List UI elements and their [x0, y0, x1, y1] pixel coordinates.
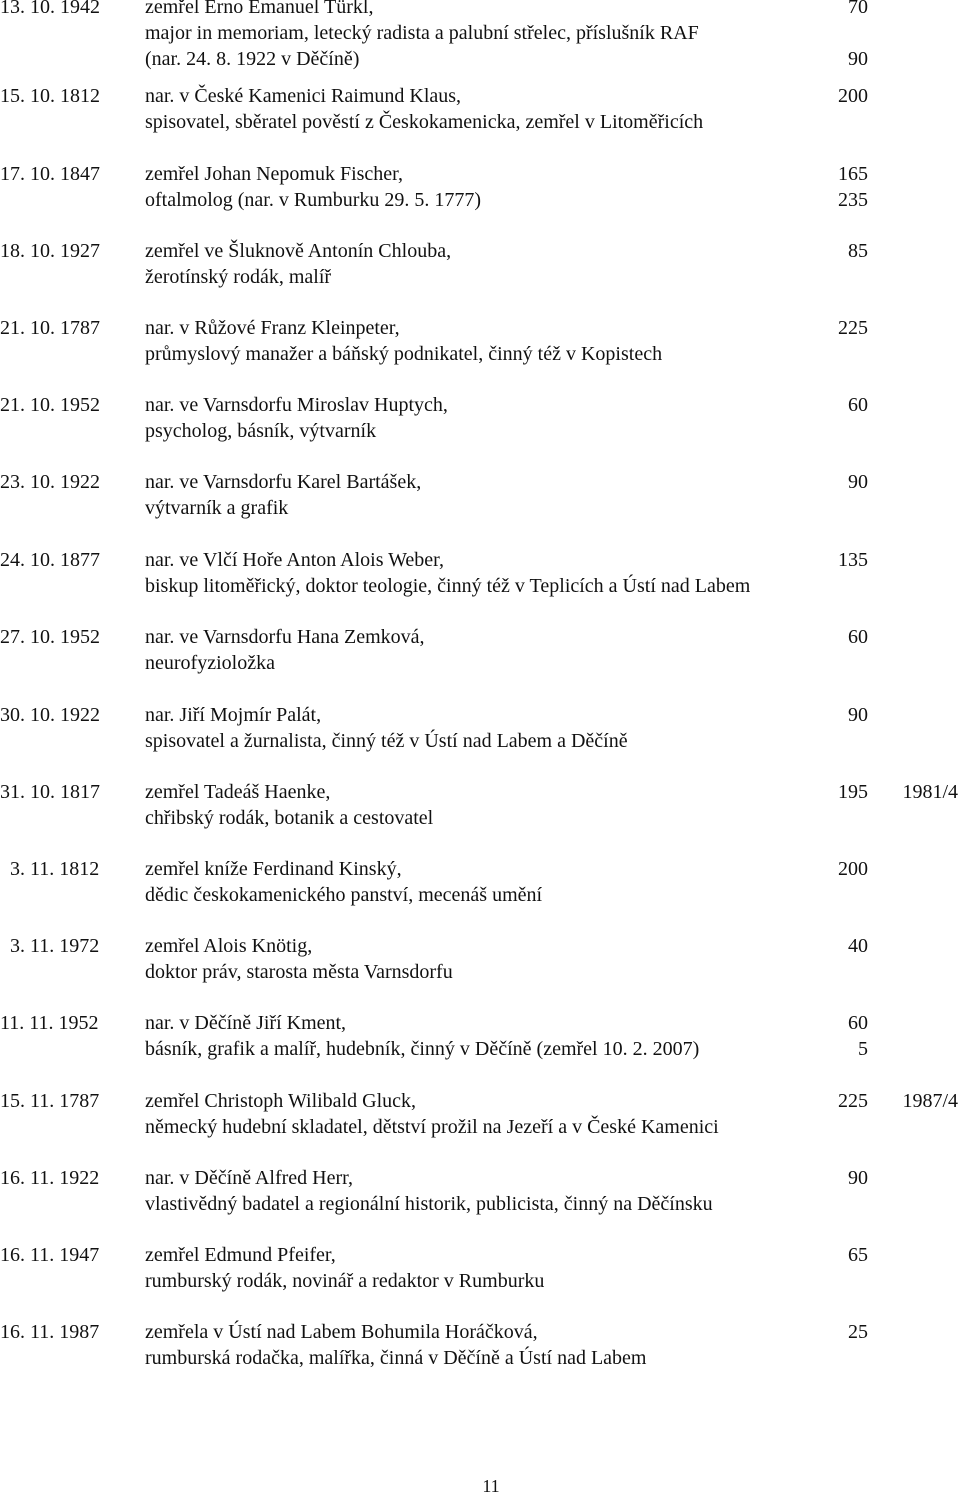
entry-description: major in memoriam, letecký radista a palubní střelec, příslušník RAF	[145, 22, 699, 44]
entry-row	[0, 731, 960, 757]
entry-row	[0, 962, 960, 988]
entry-anniversary: 40	[848, 935, 868, 957]
entry-date: 3. 11. 1972	[0, 935, 100, 957]
calendar-entry	[0, 936, 960, 988]
entry-date: 24. 10. 1877	[0, 549, 100, 571]
entry-row	[0, 859, 960, 885]
entry-row	[0, 1194, 960, 1220]
entry-row	[0, 86, 960, 112]
entry-date: 15. 11. 1787	[0, 1090, 100, 1112]
entry-description: spisovatel, sběratel pověstí z Českokamenicka, zemřel v Litoměřicích	[145, 111, 704, 133]
entry-event: zemřel kníže Ferdinand Kinský,	[145, 858, 402, 880]
entry-event: zemřela v Ústí nad Labem Bohumila Horáčková,	[145, 1321, 538, 1343]
entry-row	[0, 1271, 960, 1297]
entry-anniversary: 135	[838, 549, 868, 571]
entry-description: oftalmolog (nar. v Rumburku 29. 5. 1777)	[145, 189, 482, 211]
entry-description: rumburský rodák, novinář a redaktor v Rumburku	[145, 1270, 545, 1292]
entry-date: 16. 11. 1987	[0, 1321, 100, 1343]
entry-description: neurofyzioložka	[145, 652, 275, 674]
entry-date: 15. 10. 1812	[0, 85, 100, 107]
entry-anniversary: 90	[848, 471, 868, 493]
entry-description: výtvarník a grafik	[145, 497, 289, 519]
entry-date: 11. 11. 1952	[0, 1012, 99, 1034]
entry-row	[0, 1091, 960, 1117]
entry-date: 3. 11. 1812	[0, 858, 100, 880]
entry-row	[0, 0, 960, 23]
entry-row	[0, 936, 960, 962]
entry-date: 13. 10. 1942	[0, 0, 100, 18]
entry-date: 21. 10. 1787	[0, 317, 100, 339]
entry-description: básník, grafik a malíř, hudebník, činný v Děčíně (zemřel 10. 2. 2007)	[145, 1038, 700, 1060]
entry-anniversary: 90	[848, 704, 868, 726]
calendar-entry	[0, 86, 960, 138]
entry-description: doktor práv, starosta města Varnsdorfu	[145, 961, 453, 983]
calendar-entry	[0, 705, 960, 757]
entry-row	[0, 1348, 960, 1374]
calendar-entry	[0, 1091, 960, 1143]
entry-row	[0, 23, 960, 49]
entry-anniversary: 65	[848, 1244, 868, 1266]
entry-date: 18. 10. 1927	[0, 240, 100, 262]
entry-row	[0, 395, 960, 421]
entry-row	[0, 164, 960, 190]
entry-row	[0, 1117, 960, 1143]
entry-row	[0, 1039, 960, 1065]
entry-anniversary: 90	[848, 48, 868, 70]
entry-event: zemřel Christoph Wilibald Gluck,	[145, 1090, 416, 1112]
entry-date: 16. 11. 1947	[0, 1244, 100, 1266]
entry-event: zemřel ve Šluknově Antonín Chlouba,	[145, 240, 452, 262]
calendar-entry	[0, 0, 960, 75]
page-number: 11	[482, 1476, 500, 1496]
entry-anniversary: 225	[838, 1090, 868, 1112]
entry-anniversary: 165	[838, 163, 868, 185]
entry-date: 27. 10. 1952	[0, 626, 100, 648]
entry-anniversary: 60	[848, 626, 868, 648]
entry-date: 23. 10. 1922	[0, 471, 100, 493]
entry-anniversary: 200	[838, 858, 868, 880]
entry-reference: 1981/4	[902, 781, 958, 803]
entry-anniversary: 60	[848, 394, 868, 416]
entry-row	[0, 421, 960, 447]
calendar-entry	[0, 1322, 960, 1374]
entry-event: nar. ve Varnsdorfu Miroslav Huptych,	[145, 394, 448, 416]
entry-row	[0, 190, 960, 216]
entry-event: nar. v Děčíně Alfred Herr,	[145, 1167, 353, 1189]
entry-row	[0, 49, 960, 75]
entry-description: biskup litoměřický, doktor teologie, činný též v Teplicích a Ústí nad Labem	[145, 575, 751, 597]
entry-row	[0, 1013, 960, 1039]
calendar-entry	[0, 627, 960, 679]
calendar-entry	[0, 241, 960, 293]
entry-anniversary: 90	[848, 1167, 868, 1189]
entry-anniversary: 60	[848, 1012, 868, 1034]
entry-row	[0, 1322, 960, 1348]
calendar-entry	[0, 395, 960, 447]
entry-row	[0, 318, 960, 344]
entry-row	[0, 550, 960, 576]
entry-description: průmyslový manažer a báňský podnikatel, činný též v Kopistech	[145, 343, 663, 365]
entry-row	[0, 653, 960, 679]
calendar-entry	[0, 1013, 960, 1065]
entry-description: spisovatel a žurnalista, činný též v Ústí nad Labem a Děčíně	[145, 730, 628, 752]
calendar-entry	[0, 1245, 960, 1297]
entry-event: nar. v Děčíně Jiří Kment,	[145, 1012, 347, 1034]
entry-date: 16. 11. 1922	[0, 1167, 100, 1189]
calendar-entry	[0, 472, 960, 524]
entry-description: psycholog, básník, výtvarník	[145, 420, 377, 442]
entry-row	[0, 1245, 960, 1271]
calendar-entry	[0, 164, 960, 216]
entry-row	[0, 241, 960, 267]
entry-row	[0, 576, 960, 602]
entry-anniversary: 200	[838, 85, 868, 107]
entry-description: žerotínský rodák, malíř	[145, 266, 332, 288]
entry-reference: 1987/4	[902, 1090, 958, 1112]
calendar-entry	[0, 859, 960, 911]
entry-description: vlastivědný badatel a regionální historik, publicista, činný na Děčínsku	[145, 1193, 713, 1215]
entry-event: nar. v Růžové Franz Kleinpeter,	[145, 317, 400, 339]
entry-description: (nar. 24. 8. 1922 v Děčíně)	[145, 48, 360, 70]
entry-event: zemřel Alois Knötig,	[145, 935, 313, 957]
entry-anniversary: 5	[858, 1038, 868, 1060]
entry-row	[0, 344, 960, 370]
entry-event: nar. v České Kamenici Raimund Klaus,	[145, 85, 462, 107]
entry-row	[0, 498, 960, 524]
entry-description: německý hudební skladatel, dětství prožil na Jezeří a v České Kamenici	[145, 1116, 719, 1138]
entry-row	[0, 705, 960, 731]
calendar-entry	[0, 550, 960, 602]
calendar-entry	[0, 1168, 960, 1220]
entry-date: 17. 10. 1847	[0, 163, 100, 185]
entry-anniversary: 25	[848, 1321, 868, 1343]
entry-description: chřibský rodák, botanik a cestovatel	[145, 807, 434, 829]
calendar-entry	[0, 318, 960, 370]
entry-description: dědic českokamenického panství, mecenáš umění	[145, 884, 543, 906]
entry-date: 30. 10. 1922	[0, 704, 100, 726]
entry-event: nar. Jiří Mojmír Palát,	[145, 704, 322, 726]
entry-row	[0, 885, 960, 911]
entry-anniversary: 235	[838, 189, 868, 211]
entry-event: zemřel Johan Nepomuk Fischer,	[145, 163, 404, 185]
entry-anniversary: 85	[848, 240, 868, 262]
entry-event: nar. ve Varnsdorfu Karel Bartášek,	[145, 471, 422, 493]
entry-date: 31. 10. 1817	[0, 781, 100, 803]
entry-row	[0, 267, 960, 293]
entry-anniversary: 225	[838, 317, 868, 339]
entry-anniversary: 195	[838, 781, 868, 803]
entry-row	[0, 808, 960, 834]
calendar-entry	[0, 782, 960, 834]
entry-event: zemřel Erno Emanuel Türkl,	[145, 0, 374, 18]
entry-anniversary: 70	[848, 0, 868, 18]
entry-event: zemřel Edmund Pfeifer,	[145, 1244, 336, 1266]
entry-date: 21. 10. 1952	[0, 394, 100, 416]
entry-row	[0, 112, 960, 138]
entry-row	[0, 782, 960, 808]
entry-row	[0, 627, 960, 653]
entry-event: nar. ve Vlčí Hoře Anton Alois Weber,	[145, 549, 445, 571]
entry-row	[0, 472, 960, 498]
entry-event: nar. ve Varnsdorfu Hana Zemková,	[145, 626, 425, 648]
entry-row	[0, 1168, 960, 1194]
entry-event: zemřel Tadeáš Haenke,	[145, 781, 331, 803]
entry-description: rumburská rodačka, malířka, činná v Děčíně a Ústí nad Labem	[145, 1347, 647, 1369]
